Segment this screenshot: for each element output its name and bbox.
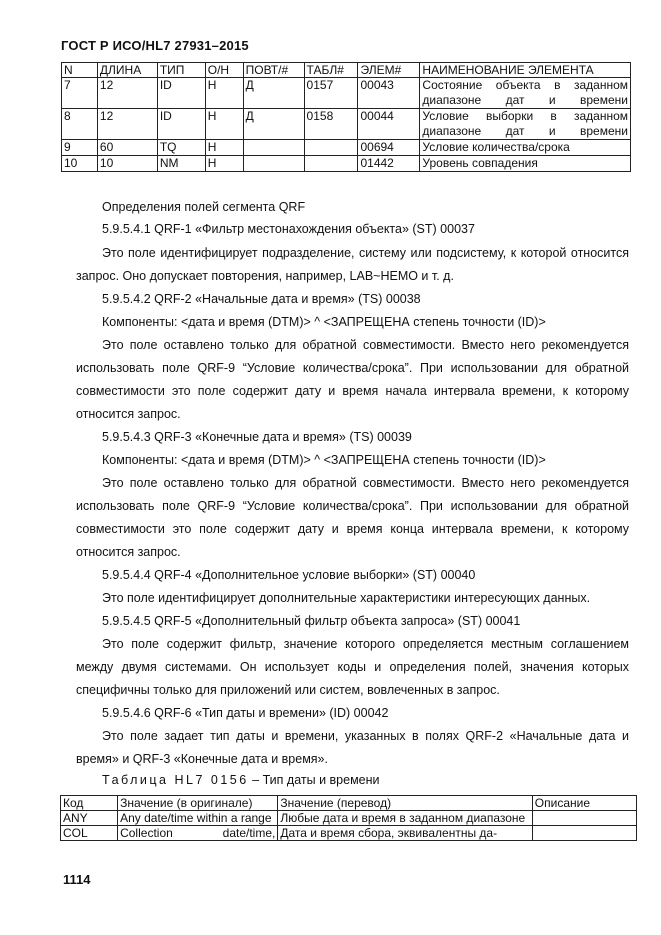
table-caption-title: – Тип даты и времени <box>248 773 380 787</box>
table-cell: 12 <box>97 78 157 109</box>
col-header: НАИМЕНОВАНИЕ ЭЛЕМЕНТА <box>420 63 631 78</box>
col-header: Значение (в оригинале) <box>118 796 278 811</box>
table-cell: 0158 <box>304 109 358 140</box>
paragraph: Это поле содержит фильтр, значение которого определяется местным соглашением между двумя системами. Он использует коды и определения полей, значения которых специфичны только для приложений или систем, вовлеченных в запрос. <box>76 637 629 697</box>
section-heading: 5.9.5.4.4 QRF-4 «Дополнительное условие выборки» (ST) 00040 <box>102 568 476 582</box>
col-header: О/Н <box>205 63 243 78</box>
table-cell: ID <box>157 109 205 140</box>
col-header: Код <box>61 796 118 811</box>
paragraph: Это поле оставлено только для обратной совместимости. Вместо него рекомендуется использовать поле QRF-9 “Условие количества/срока”. При использовании для обратной совместимости это поле содержит дату и время конца интервала времени, к которому относится запрос. <box>76 476 629 559</box>
section-heading: 5.9.5.4.5 QRF-5 «Дополнительный фильтр объекта запроса» (ST) 00041 <box>102 614 521 628</box>
table-cell <box>243 156 304 172</box>
table-cell: Н <box>205 78 243 109</box>
paragraph: Это поле идентифицирует подразделение, систему или подсистему, к которой относится запрос. Оно допускает повторения, например, LAB~HEMO и т. д. <box>76 246 629 283</box>
table-cell: Collection date/time, <box>118 826 278 841</box>
table-cell: Дата и время сбора, эквивалентны да- <box>278 826 532 841</box>
table-cell: Состояние объекта в заданном диапазоне дат и времени <box>420 78 631 109</box>
paragraph: Это поле задает тип даты и времени, указанных в полях QRF-2 «Начальные дата и время» и QRF-3 «Конечные дата и время». <box>76 729 629 766</box>
table-row <box>61 826 637 841</box>
table-cell <box>532 826 636 841</box>
table-cell: Д <box>243 109 304 140</box>
table-row <box>62 156 631 172</box>
table-cell: ID <box>157 78 205 109</box>
table-header-row <box>62 63 631 78</box>
col-header: ТАБЛ# <box>304 63 358 78</box>
col-header: ПОВТ/# <box>243 63 304 78</box>
table-row <box>62 78 631 109</box>
table-cell: 10 <box>62 156 98 172</box>
table-cell: 60 <box>97 140 157 156</box>
table-cell: 10 <box>97 156 157 172</box>
components-line: Компоненты: <дата и время (DTM)> ^ <ЗАПРЕЩЕНА степень точности (ID)> <box>102 453 546 467</box>
table-cell: 7 <box>62 78 98 109</box>
table-cell: Уровень совпадения <box>420 156 631 172</box>
col-header: N <box>62 63 98 78</box>
table-row <box>62 140 631 156</box>
table-header-row <box>61 796 637 811</box>
table-cell: NM <box>157 156 205 172</box>
col-header: ТИП <box>157 63 205 78</box>
table-cell <box>304 140 358 156</box>
hl7-0156-table <box>60 795 637 841</box>
section-intro: Определения полей сегмента QRF <box>102 200 306 214</box>
table-cell: TQ <box>157 140 205 156</box>
table-row <box>62 109 631 140</box>
table-cell: Д <box>243 78 304 109</box>
section-heading: 5.9.5.4.3 QRF-3 «Конечные дата и время» (TS) 00039 <box>102 430 412 444</box>
table-cell: Н <box>205 140 243 156</box>
table-cell: 0157 <box>304 78 358 109</box>
section-heading: 5.9.5.4.1 QRF-1 «Фильтр местонахождения объекта» (ST) 00037 <box>102 222 475 236</box>
components-line: Компоненты: <дата и время (DTM)> ^ <ЗАПРЕЩЕНА степень точности (ID)> <box>102 315 546 329</box>
table-cell <box>304 156 358 172</box>
paragraph: Это поле идентифицирует дополнительные характеристики интересующих данных. <box>102 591 591 605</box>
table-caption-number: Таблица HL7 0156 <box>102 773 249 787</box>
table-cell: Условие выборки в заданном диапазоне дат и времени <box>420 109 631 140</box>
table-caption <box>102 771 380 789</box>
table-cell: 8 <box>62 109 98 140</box>
table-cell: 00043 <box>358 78 420 109</box>
section-heading: 5.9.5.4.6 QRF-6 «Тип даты и времени» (ID) 00042 <box>102 706 389 720</box>
table-cell <box>243 140 304 156</box>
document-header: ГОСТ Р ИСО/HL7 27931–2015 <box>61 38 249 53</box>
table-cell: 00044 <box>358 109 420 140</box>
table-cell: Any date/time within a range <box>118 811 278 826</box>
page-number: 1114 <box>63 872 91 887</box>
section-heading: 5.9.5.4.2 QRF-2 «Начальные дата и время» (TS) 00038 <box>102 292 421 306</box>
col-header: ЭЛЕМ# <box>358 63 420 78</box>
segment-fields-table <box>61 62 631 172</box>
table-cell <box>532 811 636 826</box>
table-cell: 01442 <box>358 156 420 172</box>
table-cell: Н <box>205 109 243 140</box>
table-cell: 9 <box>62 140 98 156</box>
table-cell: Условие количества/срока <box>420 140 631 156</box>
table-cell: ANY <box>61 811 118 826</box>
paragraph: Это поле оставлено только для обратной совместимости. Вместо него рекомендуется использовать поле QRF-9 “Условие количества/срока”. При использовании для обратной совместимости это поле содержит дату и время начала интервала времени, к которому относится запрос. <box>76 338 629 421</box>
table-cell: 12 <box>97 109 157 140</box>
table-row <box>61 811 637 826</box>
col-header: ДЛИНА <box>97 63 157 78</box>
table-cell: 00694 <box>358 140 420 156</box>
table-cell: COL <box>61 826 118 841</box>
col-header: Описание <box>532 796 636 811</box>
table-cell: Любые дата и время в заданном диапазоне <box>278 811 532 826</box>
col-header: Значение (перевод) <box>278 796 532 811</box>
table-cell: Н <box>205 156 243 172</box>
